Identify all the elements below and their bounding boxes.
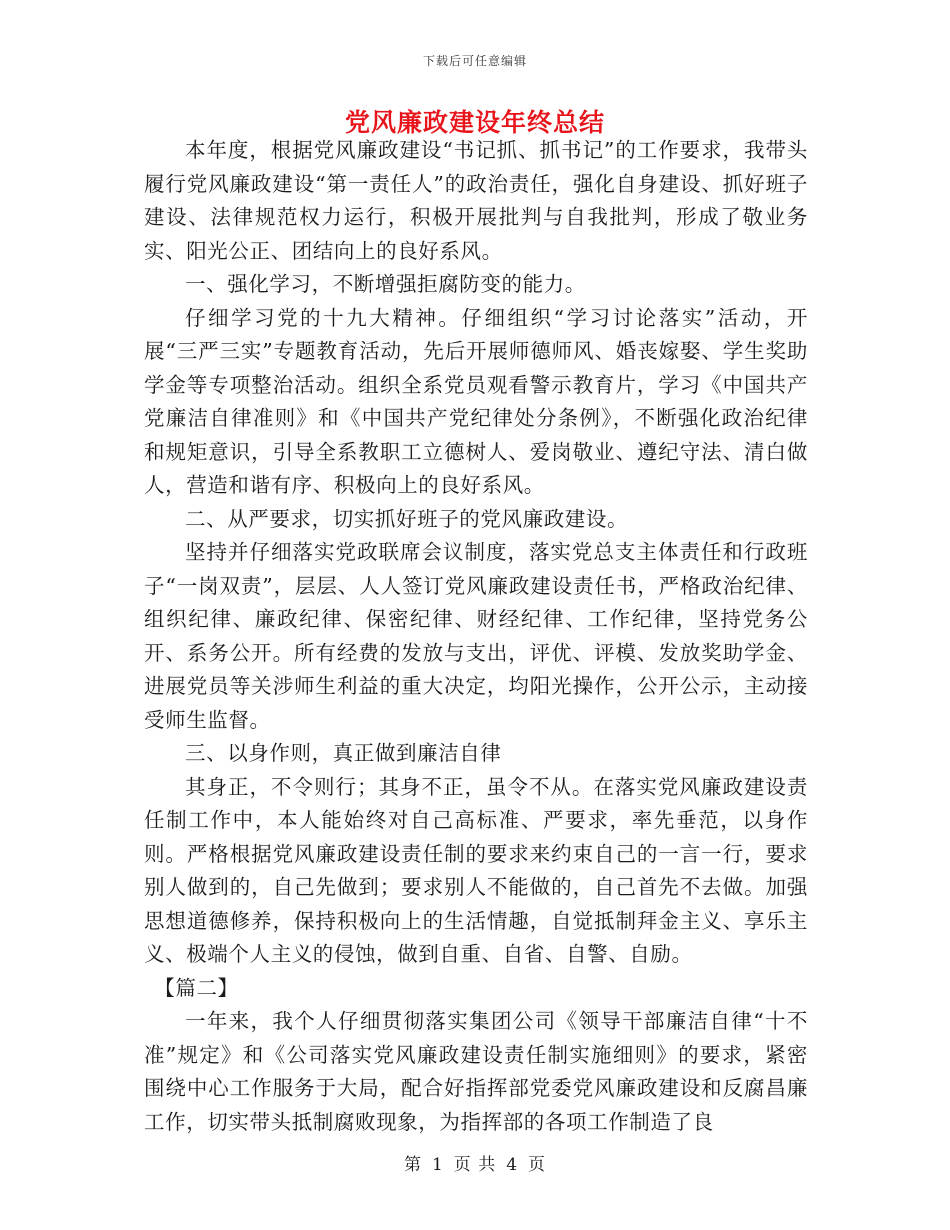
paragraph-study: 仔细学习党的十九大精神。仔细组织“学习讨论落实”活动，开展“三严三实”专题教育活动，先后开展师德师风、婚丧嫁娶、学生奖助学金等专项整治活动。组织全系党员观看警示教育片，学习《中国共产党廉洁自律准则》和《中国共产党纪律处分条例》，不断强化政治纪律和规矩意识，引导全系教职工立德树人、爱岗敬业、遵纪守法、清白做人，营造和谐有序、积极向上的良好系风。: [144, 305, 808, 497]
paragraph-self-discipline: 其身正，不令则行；其身不正，虽令不从。在落实党风廉政建设责任制工作中，本人能始终对自己高标准、严要求，率先垂范，以身作则。严格根据党风廉政建设责任制的要求来约束自己的一言一行，要求别人做到的，自己先做到；要求别人不能做的，自己首先不去做。加强思想道德修养，保持积极向上的生活情趣，自觉抵制拜金主义、享乐主义、极端个人主义的侵蚀，做到自重、自省、自警、自励。: [144, 774, 808, 966]
page-header-note: 下载后可任意编辑: [422, 54, 527, 68]
footer-middle: 页 共: [453, 1155, 497, 1175]
total-page-count: 4: [506, 1155, 519, 1175]
paragraph-part-two: 一年来，我个人仔细贯彻落实集团公司《领导干部廉洁自律“十不准”规定》和《公司落实党风廉政建设责任制实施细则》的要求，紧密围绕中心工作服务于大局，配合好指挥部党委党风廉政建设和反腐昌廉工作，切实带头抵制腐败现象，为指挥部的各项工作制造了良: [144, 1009, 808, 1134]
paragraph-intro: 本年度，根据党风廉政建设“书记抓、抓书记”的工作要求，我带头履行党风廉政建设“第一责任人”的政治责任，强化自身建设、抓好班子建设、法律规范权力运行，积极开展批判与自我批判，形成了敬业务实、阳光公正、团结向上的良好系风。: [144, 138, 808, 263]
paragraph-team: 坚持并仔细落实党政联席会议制度，落实党总支主体责任和行政班子“一岗双责”，层层、人人签订党风廉政建设责任书，严格政治纪律、组织纪律、廉政纪律、保密纪律、财经纪律、工作纪律，坚持党务公开、系务公开。所有经费的发放与支出，评优、评模、发放奖助学金、进展党员等关涉师生利益的重大决定，均阳光操作，公开公示，主动接受师生监督。: [144, 540, 808, 732]
current-page-number: 1: [431, 1155, 444, 1175]
section-heading-2: 二、从严要求，切实抓好班子的党风廉政建设。: [185, 506, 629, 531]
section-tag-part-two: 【篇二】: [154, 975, 239, 1000]
section-heading-1: 一、强化学习，不断增强拒腐防变的能力。: [185, 272, 586, 296]
footer-suffix: 页: [528, 1155, 547, 1175]
section-heading-3: 三、以身作则，真正做到廉洁自律: [185, 741, 502, 765]
footer-prefix: 第: [403, 1155, 422, 1175]
page-number-footer: [0, 1150, 950, 1175]
document-body: [144, 134, 808, 1139]
document-title: 党风廉政建设年终总结: [344, 108, 605, 137]
